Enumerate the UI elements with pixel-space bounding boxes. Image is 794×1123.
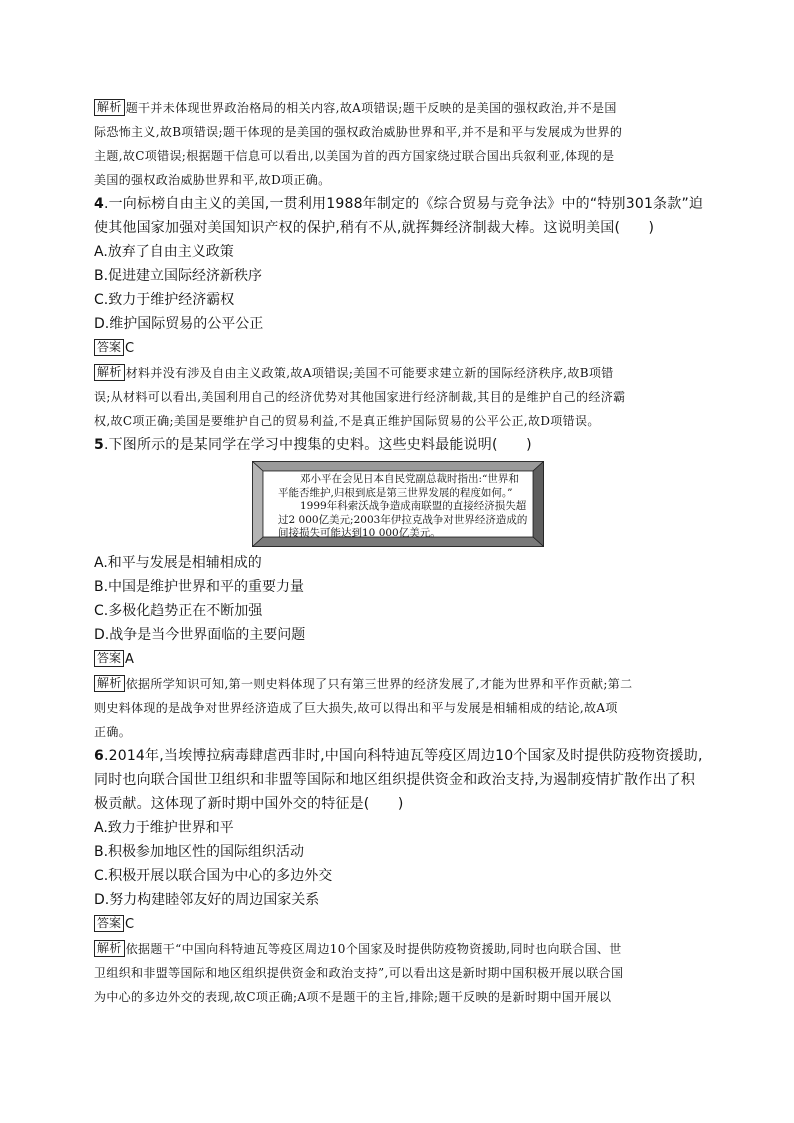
option-d: D.努力构建睦邻友好的周边国家关系 [94, 892, 320, 908]
prev-explanation [94, 96, 700, 192]
option-a: A.放弃了自由主义政策 [94, 244, 234, 260]
question-number: 6 [94, 748, 104, 764]
frame-line: 过2 000亿美元;2003年伊拉克战争对世界经济造成的 [278, 513, 528, 526]
answer-tag: 答案 [94, 915, 124, 932]
question-stem: 6.2014年,当埃博拉病毒肆虐西非时,中国向科特迪瓦等疫区周边10个国家及时提供防疫物资援助, [94, 748, 703, 764]
option-d: D.战争是当今世界面临的主要问题 [94, 627, 306, 643]
question-stem: 5.下图所示的是某同学在学习中搜集的史料。这些史料最能说明( ) [94, 437, 532, 453]
source-frame [252, 461, 544, 547]
explanation-line: 美国的强权政治威胁世界和平,故D项正确。 [94, 173, 331, 187]
frame-line: 间接损失可能达到10 000亿美元。 [278, 527, 441, 539]
explanation-line: 为中心的多边外交的表现,故C项正确;A项不是题干的主旨,排除;题干反映的是新时期中国开展以 [94, 990, 612, 1004]
explanation-tag: 解析 [94, 364, 125, 381]
question-stem: 使其他国家加强对美国知识产权的保护,稍有不从,就挥舞经济制裁大棒。这说明美国( ) [94, 220, 655, 236]
option-c: C.致力于维护经济霸权 [94, 292, 235, 308]
option-b: B.积极参加地区性的国际组织活动 [94, 844, 305, 860]
option-c: C.多极化趋势正在不断加强 [94, 603, 263, 619]
explanation-line: 解析 题干并未体现世界政治格局的相关内容,故A项错误;题干反映的是美国的强权政治,并不是国 [94, 96, 700, 120]
frame-line: 邓小平在会见日本自民党副总裁时指出:“世界和 [300, 473, 519, 485]
answer-tag: 答案 [94, 650, 124, 667]
explanation-line: 主题,故C项错误;根据题干信息可以看出,以美国为首的西方国家绕过联合国出兵叙利亚,体现的是 [94, 149, 615, 163]
option-c: C.积极开展以联合国为中心的多边外交 [94, 868, 333, 884]
option-b: B.促进建立国际经济新秩序 [94, 268, 263, 284]
frame-line: 平能否维护,归根到底是第三世界发展的程度如何。” [278, 486, 513, 499]
frame-line: 1999年科索沃战争造成南联盟的直接经济损失超 [300, 500, 527, 512]
question-5 [94, 433, 700, 744]
document-page [94, 96, 704, 1009]
question-stem: 同时也向联合国世卫组织和非盟等国际和地区组织提供资金和政治支持,为遏制疫情扩散作出了积 [94, 772, 696, 788]
explanation-tag: 解析 [94, 99, 125, 116]
explanation-line: 正确。 [94, 725, 132, 739]
explanation-line: 则史料体现的是战争对世界经济造成了巨大损失,故可以得出和平与发展是相辅相成的结论,故A项 [94, 701, 618, 715]
frame-text [278, 473, 528, 541]
explanation-line: 际恐怖主义,故B项错误;题干体现的是美国的强权政治威胁世界和平,并不是和平与发展成为世界的 [94, 125, 623, 139]
question-number: 5 [94, 437, 104, 453]
answer-value: A [125, 652, 134, 667]
option-a: A.致力于维护世界和平 [94, 820, 234, 836]
answer-line [94, 647, 700, 672]
explanation-line: 误;从材料可以看出,美国利用自己的经济优势对其他国家进行经济制裁,其目的是维护自己的经济霸 [94, 390, 626, 404]
explanation-line: 权,故C项正确;美国是要维护自己的贸易利益,不是真正维护国际贸易的公平公正,故D项错误。 [94, 414, 600, 428]
answer-line [94, 336, 700, 361]
explanation-tag: 解析 [94, 940, 125, 957]
question-number: 4 [94, 196, 104, 212]
question-6 [94, 744, 703, 1009]
answer-value: C [125, 341, 135, 356]
explanation-line: 卫组织和非盟等国际和地区组织提供资金和政治支持”,可以看出这是新时期中国积极开展以联合国 [94, 966, 624, 980]
answer-line [94, 912, 700, 937]
explanation-tag: 解析 [94, 675, 125, 692]
option-a: A.和平与发展是相辅相成的 [94, 555, 262, 571]
explanation-line: 解析 依据所学知识可知,第一则史料体现了只有第三世界的经济发展了,才能为世界和平作贡献;第二 [94, 672, 700, 696]
option-b: B.中国是维护世界和平的重要力量 [94, 579, 305, 595]
answer-tag: 答案 [94, 339, 124, 356]
explanation-line: 解析 材料并没有涉及自由主义政策,故A项错误;美国不可能要求建立新的国际经济秩序,故B项错 [94, 361, 700, 385]
question-4 [94, 192, 704, 433]
option-d: D.维护国际贸易的公平公正 [94, 316, 264, 332]
question-stem: 4.一向标榜自由主义的美国,一贯利用1988年制定的《综合贸易与竞争法》中的“特别301条款”迫 [94, 196, 704, 212]
question-stem: 极贡献。这体现了新时期中国外交的特征是( ) [94, 796, 404, 812]
explanation-line: 解析 依据题干“中国向科特迪瓦等疫区周边10个国家及时提供防疫物资援助,同时也向联合国、世 [94, 937, 700, 961]
answer-value: C [125, 917, 135, 932]
